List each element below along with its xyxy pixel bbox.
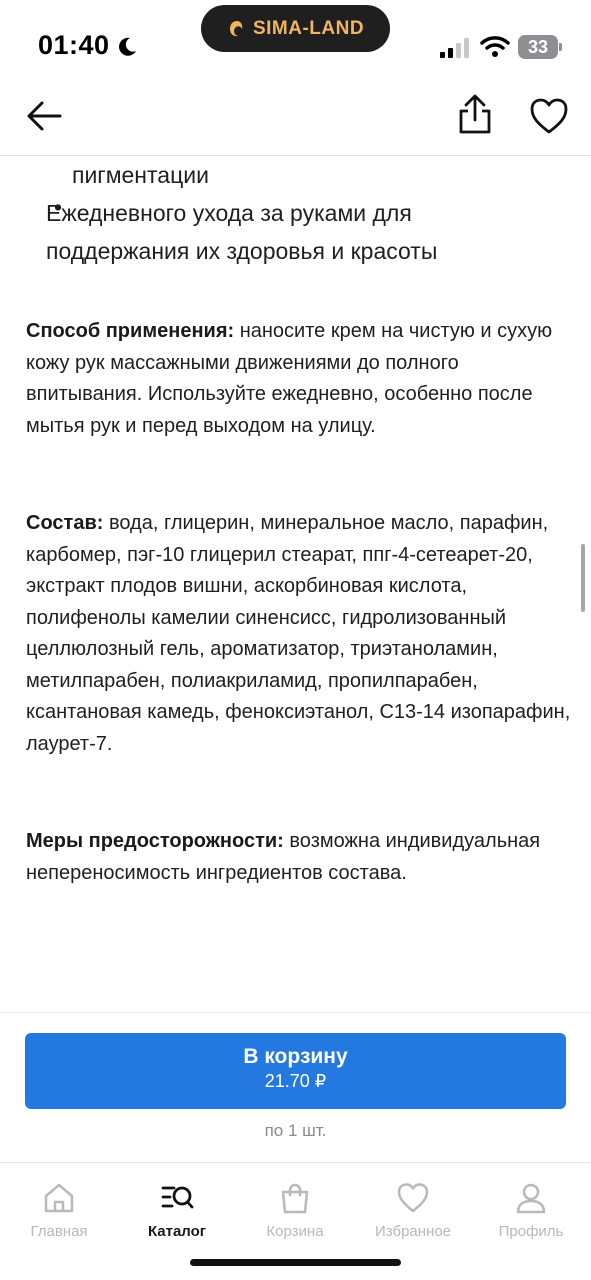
status-bar [0, 0, 591, 90]
precautions-section [26, 826, 571, 889]
bullet-continuation: пигментации [72, 162, 209, 188]
signal-icon [440, 38, 472, 58]
brand-name: SIMA-LAND [252, 17, 365, 39]
tab-label: Каталог [147, 1223, 207, 1240]
composition-section [26, 508, 571, 760]
status-time: 01:40 [38, 30, 110, 60]
home-indicator [190, 1259, 401, 1266]
usage-text: наносите крем на чистую и сухую кожу рук массажными движениями до полного впитывания. Используйте ежедневно, особенно после мытья рук и перед выходом на улицу. [26, 320, 553, 437]
usage-label: Способ применения: [26, 320, 235, 342]
product-description [26, 156, 571, 1010]
tab-home[interactable] [0, 1181, 118, 1241]
battery-indicator [518, 35, 562, 59]
battery-level: 33 [518, 35, 558, 59]
battery-tip [559, 43, 562, 51]
per-unit-note: по 1 шт. [264, 1121, 327, 1140]
list-item [26, 194, 571, 270]
share-icon[interactable] [455, 92, 495, 136]
favorite-heart-icon[interactable] [528, 96, 570, 136]
usage-section [26, 316, 571, 442]
tab-label: Избранное [374, 1223, 452, 1240]
cart-panel [0, 1012, 591, 1162]
sima-land-logo-icon [227, 19, 247, 39]
precautions-label: Меры предосторожности: [26, 830, 284, 852]
home-icon [42, 1181, 76, 1215]
tab-profile[interactable] [472, 1181, 590, 1241]
tab-cart[interactable] [236, 1181, 354, 1241]
tab-label: Корзина [266, 1223, 324, 1240]
heart-icon [396, 1181, 430, 1215]
dynamic-island-brand [201, 5, 390, 52]
add-to-cart-label: В корзину [243, 1045, 348, 1068]
moon-icon [116, 36, 138, 58]
price: 21.70 ₽ [264, 1071, 327, 1091]
precautions-text: возможна индивидуальная непереносимость ингредиентов состава. [26, 830, 541, 884]
back-arrow-icon[interactable] [24, 96, 64, 136]
tab-catalog[interactable] [118, 1181, 236, 1241]
wifi-icon [480, 35, 510, 57]
composition-text: вода, глицерин, минеральное масло, парафин, карбомер, пэг-10 глицерил стеарат, ппг-4-сетеарет-20, экстракт плодов вишни, аскорбиновая кислота, полифенолы камелии синенсисс, гидролизованный целлюлозный гель, ароматизатор, триэтаноламин, метилпарабен, полиакриламид, пропилпарабен, ксантановая камедь, феноксиэтанол, С13-14 изопарафин, лаурет-7. [26, 512, 571, 755]
tab-label: Профиль [498, 1223, 564, 1240]
bullet-text-line: поддержания их здоровья и красоты [46, 238, 438, 264]
scrollbar[interactable] [581, 544, 585, 612]
profile-icon [514, 1181, 548, 1215]
bullet-text-line: Ежедневного ухода за руками для [46, 200, 412, 226]
cart-bag-icon [278, 1181, 312, 1215]
add-to-cart-button[interactable] [25, 1033, 566, 1109]
tab-label: Главная [30, 1223, 88, 1240]
tab-favorites[interactable] [354, 1181, 472, 1241]
composition-label: Состав: [26, 512, 104, 534]
catalog-search-icon [160, 1181, 194, 1215]
nav-header [0, 90, 591, 156]
